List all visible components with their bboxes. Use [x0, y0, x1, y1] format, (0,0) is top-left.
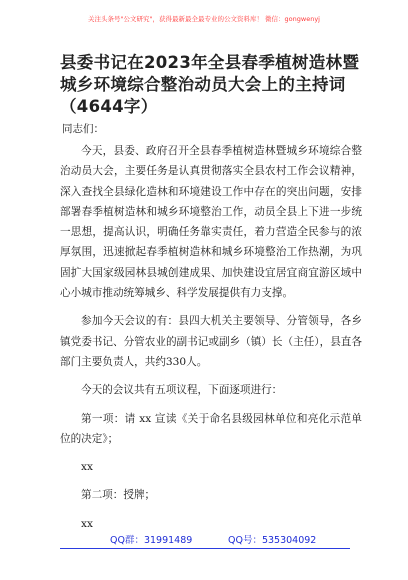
paragraph-intro: 今天，县委、政府召开全县春季植树造林暨城乡环境综合整治动员大会，主要任务是认真贯彻落实全县农村工作会议精神，深入查找全县绿化造林和环境建设工作中存在的突出问题，安排部署春季植树造林和城乡环境整治工作，动员全县上下进一步统一思想，提高认识，明确任务靠实责任，着力营造全民参与的浓厚氛围，迅速掀起春季植树造林和城乡环境整治工作热潮，为巩固扩大国家级园林县城创建成果、加快建设宜居宜商宜游区域中心小城市推动统筹城乡、科学发展提供有力支撑。: [60, 145, 362, 300]
top-banner: 关注头条号"公文研究"，获得最新最全最专业的公文资料库！ 微信：gongwenyj: [88, 15, 320, 23]
agenda-item-1: 第一项：请 xx 宣读《关于命名县级园林单位和亮化示范单位的决定》；: [60, 412, 362, 445]
footer-qq-group: QQ群：31991489: [110, 535, 193, 546]
footer-qq-number: QQ号：535304092: [228, 535, 317, 546]
salutation: 同志们：: [62, 123, 104, 135]
agenda-speaker-1: xx: [81, 461, 93, 474]
agenda-speaker-2: xx: [81, 517, 93, 530]
paragraph-agenda-intro: 今天的会议共有五项议程，下面逐项进行：: [81, 384, 283, 397]
footer-divider: [60, 548, 350, 549]
document-body: [60, 141, 362, 542]
document-title: 县委书记在2023年全县春季植树造林暨城乡环境综合整治动员大会上的主持词（4644字）: [60, 53, 360, 116]
paragraph-attendees: 参加今天会议的有：县四大机关主要领导、分管领导，各乡镇党委书记、分管农业的副书记或副乡（镇）长（主任），县直各部门主要负责人，共约330人。: [60, 315, 362, 368]
agenda-item-2: 第二项：授牌；: [81, 489, 156, 502]
